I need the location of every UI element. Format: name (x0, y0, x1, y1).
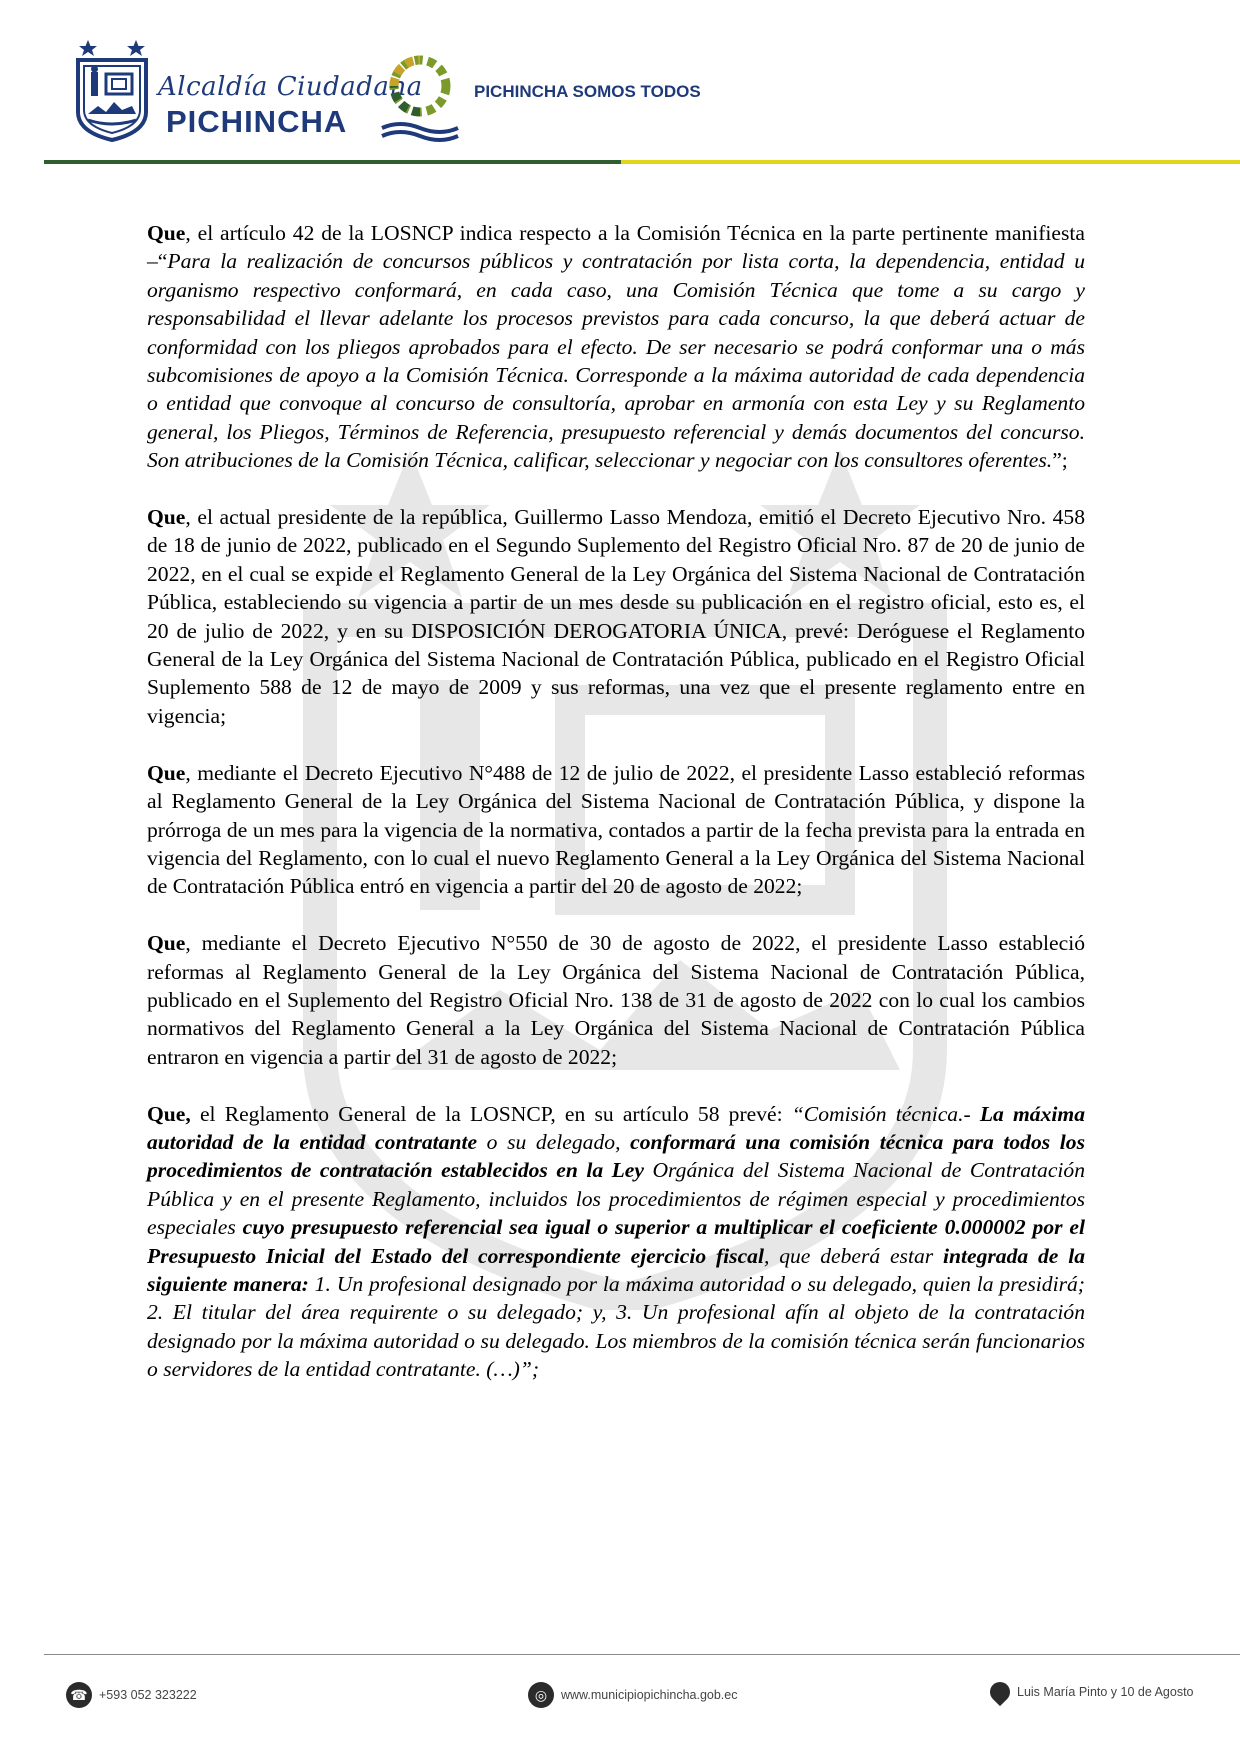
document-body (147, 219, 1085, 1412)
paragraph (147, 503, 1085, 730)
globe-icon: ◎ (528, 1682, 554, 1708)
logo-slogan: PICHINCHA SOMOS TODOS (474, 82, 701, 101)
footer-divider (44, 1654, 1240, 1655)
logo-municipality-name: PICHINCHA (166, 104, 348, 139)
italic-run: Para la realización de concursos públicos y contratación por lista corta, la dependencia, entidad u organismo respectivo conformará, en cada caso, una Comisión Técnica que tome a su cargo y responsabilidad el llevar adelante los procesos previstos para cada concurso, la que deberá actuar de conformidad con los pliegos aprobados para el efecto. De ser necesario se podrá conformar una o más subcomisiones de apoyo a la Comisión Técnica. Corresponde a la máxima autoridad de cada dependencia o entidad que convoque al concurso de consultoría, aprobar en armonía con esta Ley y su Reglamento general, los Pliegos, Términos de Referencia, presupuesto referencial y demás documentos del concurso. Son atribuciones de la Comisión Técnica, calificar, seleccionar y negociar con los consultores oferentes. (147, 249, 1085, 473)
header-rule-yellow (621, 160, 1240, 164)
page-footer (0, 1654, 1240, 1754)
municipal-shield-logo (74, 34, 150, 142)
footer-website-text: www.municipiopichincha.gob.ec (561, 1688, 738, 1702)
paragraph (147, 759, 1085, 901)
location-pin-icon (986, 1678, 1014, 1706)
text-run: ”; (1052, 448, 1068, 473)
bold-run: Que (147, 931, 186, 956)
italic-run: o su delegado, (477, 1129, 631, 1154)
bold-run: cuyo presupuesto referencial sea igual o superior a multiplicar el coeficiente 0.000002 por el Presupuesto Inicial del Estado del correspondiente ejercicio fiscal (147, 1215, 1086, 1268)
italic-run: , que deberá estar (763, 1243, 943, 1268)
text-run: , mediante el Decreto Ejecutivo N°488 de 12 de julio de 2022, el presidente Lasso estableció reformas al Reglamento General de la Ley Orgánica del Sistema Nacional de Contratación Pública, y dispone la prórroga de un mes para la vigencia de la normativa, contados a partir de la fecha prevista para la entrada en vigencia del Reglamento, con lo cual el nuevo Reglamento General a la Ley Orgánica del Sistema Nacional de Contratación Pública entró en vigencia a partir del 20 de agosto de 2022; (147, 760, 1085, 899)
footer-address-text: Luis María Pinto y 10 de Agosto (1017, 1685, 1194, 1699)
bold-run: Que (147, 760, 186, 785)
bold-run: Que (147, 505, 186, 530)
bold-run: integrada de la siguiente manera: (147, 1243, 1086, 1296)
letterhead (0, 0, 1240, 170)
text-run: el Reglamento General de la LOSNCP, en su artículo 58 prevé: (190, 1101, 792, 1126)
text-run: , el artículo 42 de la LOSNCP indica respecto a la Comisión Técnica en la parte pertinente manifiesta –“ (147, 221, 1085, 274)
bold-run: Que (147, 221, 186, 245)
footer-address (990, 1682, 1194, 1702)
paragraph (147, 929, 1085, 1071)
italic-run: “Comisión técnica.- (791, 1101, 980, 1126)
text-run: , el actual presidente de la república, Guillermo Lasso Mendoza, emitió el Decreto Ejecutivo Nro. 458 de 18 de junio de 2022, publicado en el Segundo Suplemento del Registro Oficial Nro. 87 de 20 de junio de 2022, en el cual se expide el Reglamento General de la Ley Orgánica del Sistema Nacional de Contratación Pública, estableciendo su vigencia a partir de un mes desde su publicación en el registro oficial, esto es, el 20 de julio de 2022, y en su DISPOSICIÓN DEROGATORIA ÚNICA, prevé: Deróguese el Reglamento General de la Ley Orgánica del Sistema Nacional de Contratación Pública, publicado en el Registro Oficial Suplemento 588 de 12 de mayo de 2009 y sus reformas, una vez que el presente reglamento entre en vigencia; (147, 505, 1085, 728)
somos-todos-ring-logo (380, 46, 460, 144)
footer-website (528, 1682, 737, 1708)
bold-run: conformará una comisión técnica para todos los procedimientos de contratación establecidos en la Ley (147, 1129, 1085, 1183)
bold-run: Que, (147, 1101, 191, 1126)
footer-phone (66, 1682, 197, 1708)
phone-icon: ☎ (66, 1682, 92, 1708)
logo-script-text: Alcaldía Ciudadana (158, 72, 423, 102)
footer-phone-text: +593 052 323222 (99, 1688, 197, 1702)
paragraph (147, 1100, 1085, 1384)
header-rule-green (44, 160, 621, 164)
italic-run: Orgánica del Sistema Nacional de Contratación Pública y en el presente Reglamento, incluidos los procedimientos de régimen especial y procedimientos especiales (147, 1158, 1085, 1240)
bold-run: La máxima autoridad de la entidad contratante (147, 1101, 1085, 1154)
italic-run: 1. Un profesional designado por la máxima autoridad o su delegado, quien la presidirá; 2. El titular del área requirente o su delegado; y, 3. Un profesional afín al objeto de la contratación designado por la máxima autoridad o su delegado. Los miembros de la comisión técnica serán funcionarios o servidores de la entidad contratante. (…)”; (147, 1271, 1085, 1382)
paragraph (147, 219, 1085, 475)
text-run: , mediante el Decreto Ejecutivo N°550 de 30 de agosto de 2022, el presidente Lasso estableció reformas al Reglamento General de la Ley Orgánica del Sistema Nacional de Contratación Pública, publicado en el Suplemento del Registro Oficial Nro. 138 de 31 de agosto de 2022 con lo cual los cambios normativos del Reglamento General a la Ley Orgánica del Sistema Nacional de Contratación Pública entraron en vigencia a partir del 31 de agosto de 2022; (147, 931, 1085, 1069)
